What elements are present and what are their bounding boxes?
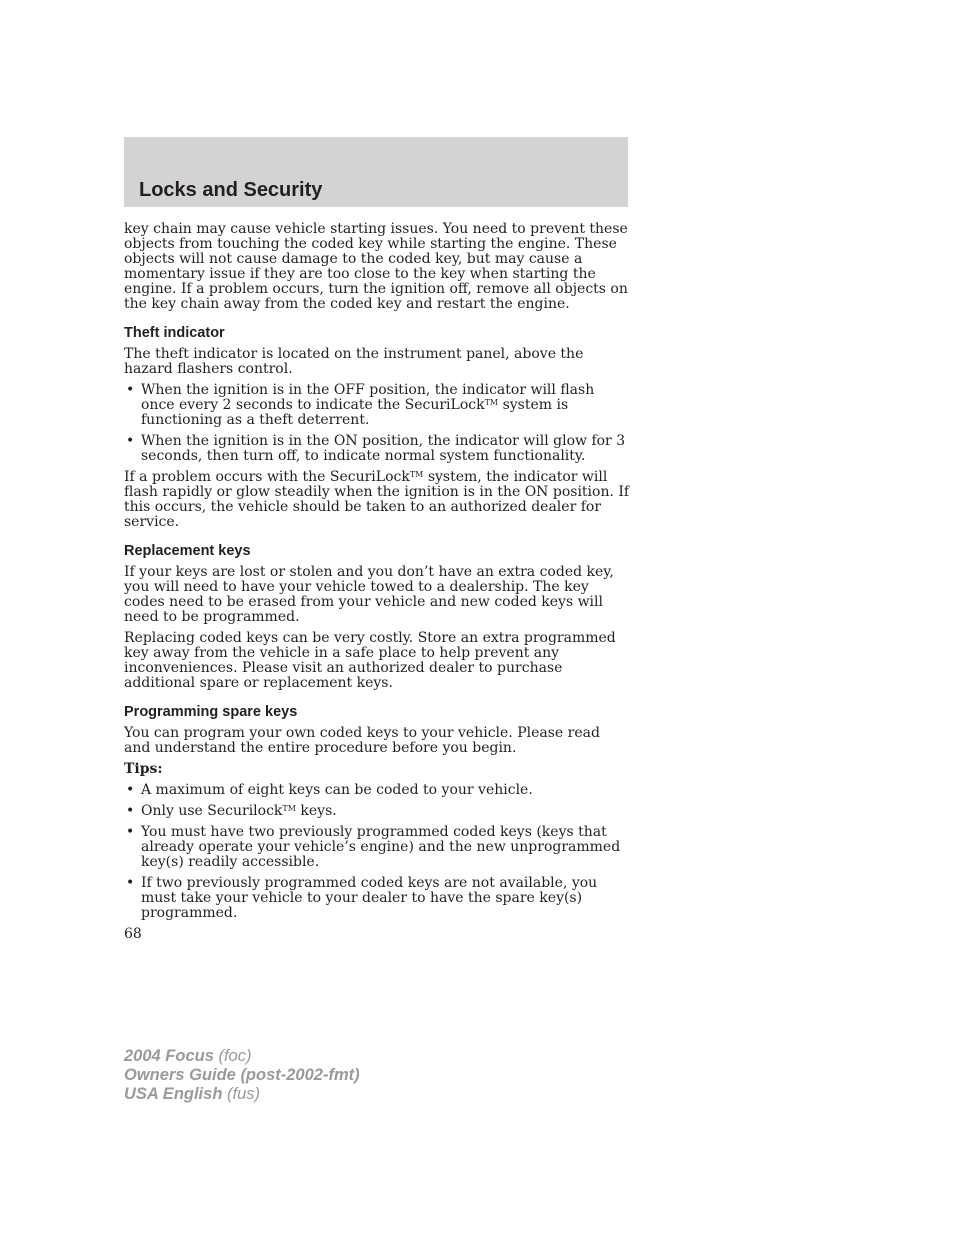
footer-line-model: 2004 Focus (foc) [124, 1047, 252, 1065]
footer-line-guide: Owners Guide (post-2002-fmt) [124, 1066, 360, 1084]
theft-bullet-list [124, 383, 630, 464]
section-title: Locks and Security [139, 179, 323, 201]
trademark-mark: TM [282, 804, 296, 813]
list-item: • When the ignition is in the ON position, the indicator will glow for 3 seconds, then turn off, to indicate normal system functionality. [124, 434, 630, 464]
list-item: • You must have two previously programmed coded keys (keys that already operate your vehicle’s engine) and the new unprogrammed key(s) readily accessible. [124, 825, 630, 870]
page-content [124, 222, 630, 927]
section-header-band [124, 137, 628, 207]
list-item: • When the ignition is in the OFF position, the indicator will flash once every 2 seconds to indicate the SecuriLock™ system is functioning as a theft deterrent. [124, 383, 630, 428]
programming-spare-keys-heading: Programming spare keys [124, 704, 298, 720]
footer-line-language: USA English (fus) [124, 1085, 260, 1103]
trademark-mark: TM [484, 398, 499, 407]
page-number: 68 [124, 926, 142, 942]
tips-label: Tips: [124, 761, 163, 777]
tips-list [124, 783, 630, 921]
theft-indicator-heading: Theft indicator [124, 325, 225, 341]
list-item: • A maximum of eight keys can be coded to your vehicle. [124, 783, 630, 798]
theft-paragraph-1: The theft indicator is located on the instrument panel, above the hazard flashers control. [124, 346, 584, 377]
intro-paragraph: key chain may cause vehicle starting issues. You need to prevent these objects from touching the coded key while starting the engine. These objects will not cause damage to the coded key, but may cause a momentary issue if they are too close to the key when starting the engine. If a problem occurs, turn the ignition off, remove all objects on the key chain away from the coded key and restart the engine. [124, 221, 628, 312]
list-item: • If two previously programmed coded keys are not available, you must take your vehicle to your dealer to have the spare key(s) programmed. [124, 876, 630, 921]
replacement-paragraph-2: Replacing coded keys can be very costly. Store an extra programmed key away from the vehicle in a safe place to help prevent any inconveniences. Please visit an authorized dealer to purchase additional spare or replacement keys. [124, 630, 616, 691]
replacement-keys-heading: Replacement keys [124, 543, 251, 559]
theft-paragraph-2: If a problem occurs with the SecuriLock™ system, the indicator will flash rapidly or glow steadily when the ignition is in the ON position. If this occurs, the vehicle should be taken to an authorized dealer for service. [124, 469, 630, 530]
document-footer [124, 1047, 360, 1104]
trademark-mark: TM [409, 470, 424, 479]
replacement-paragraph-1: If your keys are lost or stolen and you don’t have an extra coded key, you will need to have your vehicle towed to a dealership. The key codes need to be erased from your vehicle and new coded keys will need to be programmed. [124, 564, 614, 625]
programming-paragraph: You can program your own coded keys to your vehicle. Please read and understand the entire procedure before you begin. [124, 725, 600, 756]
list-item: • Only use Securilock™ keys. [124, 804, 630, 819]
